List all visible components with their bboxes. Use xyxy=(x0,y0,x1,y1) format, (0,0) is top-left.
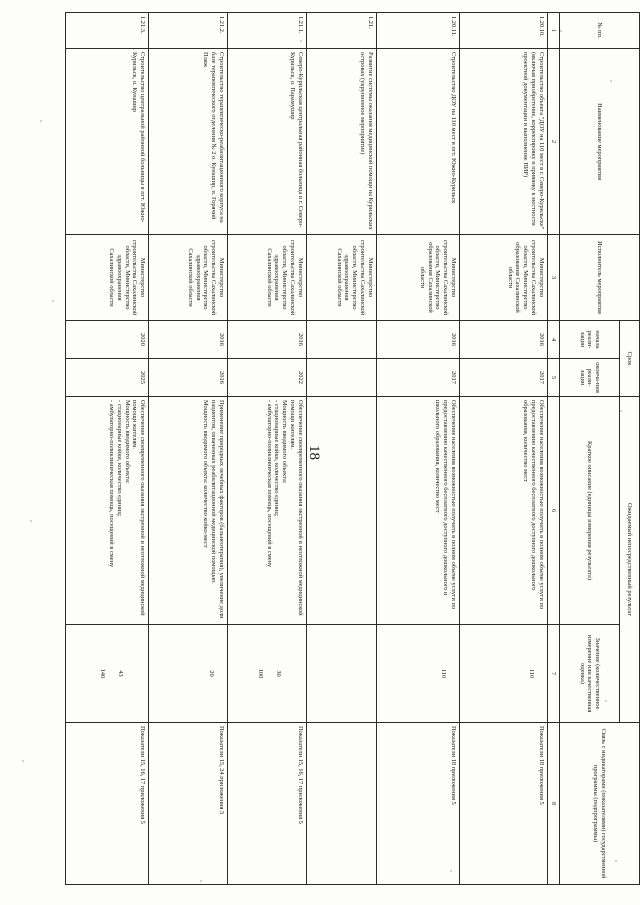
measures-table xyxy=(65,12,640,885)
scan-speck xyxy=(40,120,42,122)
row-executor: Министерство строительства Сахалинской области, Министерство здравоохранения Сахалинской области xyxy=(149,235,228,321)
row-start-year: 2016 xyxy=(149,321,228,359)
table-row xyxy=(66,13,149,885)
column-number: 1 xyxy=(547,13,559,49)
description-line: - амбулаторно-поликлиническая помощь, посещений в смену xyxy=(265,400,273,568)
row-description xyxy=(376,397,459,625)
row-executor: Министерство строительства Сахалинской области, Министерство образования Сахалинской области xyxy=(460,235,548,321)
description-line: - стационарные койки, количество единиц; xyxy=(115,400,123,517)
value-number: 100 xyxy=(257,668,265,679)
row-end-year: 2025 xyxy=(66,359,149,397)
table-row xyxy=(228,13,307,885)
row-executor: Министерство строительства Сахалинской области, Министерство образования Сахалинской области xyxy=(376,235,459,321)
row-indicator-link xyxy=(306,723,376,885)
value-number: 30 xyxy=(274,670,282,677)
row-end-year: 2022 xyxy=(228,359,307,397)
row-start-year: 2016 xyxy=(228,321,307,359)
row-indicator-link: Показатели 15, 24 приложения 5 xyxy=(149,723,228,885)
scan-speck xyxy=(620,410,622,412)
table-row xyxy=(306,13,376,885)
column-number: 4 xyxy=(547,321,559,359)
row-number: 1.21.1. xyxy=(228,13,307,49)
column-number: 5 xyxy=(547,359,559,397)
description-line: Обеспечение своевременного оказания экстренной и неотложной медицинской помощи жителям. xyxy=(289,400,304,616)
description-line: Мощность вводимого объекта: xyxy=(123,400,131,484)
scan-speck xyxy=(200,880,202,882)
row-start-year: 2016 xyxy=(376,321,459,359)
header-num: № пп. xyxy=(560,13,640,49)
value-number: 140 xyxy=(99,668,107,679)
column-number: 8 xyxy=(547,723,559,885)
header-value: Значение (количественное измерение или качественная оценка) xyxy=(560,625,620,723)
scan-speck xyxy=(450,870,452,872)
row-name: Строительство терапевтическо-реабилитационного корпуса на базе терапевтического отделения № 2 о. Кунашир, п. Горячий Пляж xyxy=(149,49,228,235)
row-name: Строительство центральной районной больницы в пгт. Южно-Курильск, о. Кунашир xyxy=(66,49,149,235)
header-end: оконча-ния реали-зации xyxy=(560,359,620,397)
value-number: 43 xyxy=(117,670,125,677)
row-number: 1.21.3. xyxy=(66,13,149,49)
column-number: 2 xyxy=(547,49,559,235)
header-link: Связь с индикаторами (показателями) государственной программы (подпрограммы) xyxy=(560,723,640,885)
description-line: Применение природных лечебных факторов (бальнеотерапия), увеличение доли пациентов, охваченных реабилитационной медицинской помощью. xyxy=(210,400,226,619)
row-description xyxy=(66,397,149,625)
description-line: Мощность вводимого объекта: xyxy=(281,400,289,484)
row-start-year: 2020 xyxy=(66,321,149,359)
row-end-year xyxy=(306,359,376,397)
row-executor: Министерство строительства Сахалинской области, Министерство здравоохранения Сахалинской области xyxy=(228,235,307,321)
description-line: Обеспечение населения возможностью получить в полном объеме услуги по предоставлению качественного бесплатного доступного дошкольного и школьного образования, количество мест xyxy=(434,400,458,610)
row-indicator-link: Показатели 18 приложения 5 xyxy=(376,723,459,885)
row-start-year xyxy=(306,321,376,359)
row-number: 1.20.10. xyxy=(460,13,548,49)
row-indicator-link: Показатели 18 приложения 5 xyxy=(460,723,548,885)
row-value xyxy=(460,625,548,723)
scan-speck xyxy=(605,700,607,702)
row-executor: Министерство строительства Сахалинской области, Министерство здравоохранения Сахалинской области xyxy=(306,235,376,321)
header-term: Срок xyxy=(620,321,640,397)
row-indicator-link: Показатели 15, 16, 17 приложения 5 xyxy=(66,723,149,885)
header-name: Наименование мероприятия xyxy=(560,49,640,235)
row-value xyxy=(376,625,459,723)
row-name: Строительство ДОУ на 110 мест в пгт. Южно-Курильск xyxy=(376,49,459,235)
scan-speck xyxy=(610,80,612,82)
row-description xyxy=(149,397,228,625)
description-line: Обеспечение населения возможностью получить в полном объеме услуги по предоставлению качественного бесплатного доступного дошкольного образования, количество мест xyxy=(522,400,545,610)
row-description xyxy=(306,397,376,625)
row-value xyxy=(306,625,376,723)
row-value xyxy=(149,625,228,723)
rotated-table-frame xyxy=(65,12,640,884)
row-number: 1.21. xyxy=(306,13,376,49)
row-end-year: 2016 xyxy=(149,359,228,397)
scan-speck xyxy=(22,760,24,762)
page-number: 18 xyxy=(306,445,322,460)
row-indicator-link: Показатели 15, 16, 17 приложения 5 xyxy=(228,723,307,885)
header-start: начала реали-зации xyxy=(560,321,620,359)
scan-speck xyxy=(615,860,617,862)
column-number: 3 xyxy=(547,235,559,321)
column-number: 7 xyxy=(547,625,559,723)
description-line: - стационарные койки, количество единиц; xyxy=(273,400,281,517)
value-number: 20 xyxy=(208,670,216,677)
row-end-year: 2017 xyxy=(376,359,459,397)
scan-speck xyxy=(30,520,32,522)
header-expected: Ожидаемый непосредственный результат xyxy=(620,397,640,723)
description-line: Обеспечение своевременного оказания экстренной и неотложной медицинской помощи жителям. xyxy=(131,400,147,616)
header-description: Краткое описание (единицы измерения результата) xyxy=(560,397,620,625)
row-start-year: 2016 xyxy=(460,321,548,359)
description-line: - амбулаторно-поликлиническая помощь, посещений в смену xyxy=(108,400,116,568)
scan-speck xyxy=(300,40,302,42)
table-row xyxy=(149,13,228,885)
description-line: Мощность вводимого объекта: количество койко-мест xyxy=(202,400,210,548)
scan-speck xyxy=(52,300,54,302)
row-number: 1.21.2. xyxy=(149,13,228,49)
row-description xyxy=(228,397,307,625)
row-description xyxy=(460,397,548,625)
row-executor: Министерство строительства Сахалинской области, Министерство здравоохранения Сахалинской области xyxy=(66,235,149,321)
row-end-year: 2017 xyxy=(460,359,548,397)
header-row-1 xyxy=(620,13,640,885)
row-value xyxy=(228,625,307,723)
column-number-row xyxy=(547,13,559,885)
column-number: 6 xyxy=(547,397,559,625)
header-executor: Исполнитель мероприятия xyxy=(560,235,640,321)
row-name: Строительство объекта "ДОУ на 110 мест в г. Северо-Курильске" (включая приобретение, корректировку и привязку к местности проектной документации и выполнение ПИР) xyxy=(460,49,548,235)
value-number: 110 xyxy=(440,668,448,679)
scan-speck xyxy=(560,30,562,32)
row-value xyxy=(66,625,149,723)
table-row xyxy=(376,13,459,885)
row-number: 1.20.11. xyxy=(376,13,459,49)
row-name: Развитие системы оказания медицинской помощи на Курильских островах (укрупненное мероприятие) xyxy=(306,49,376,235)
table-row xyxy=(460,13,548,885)
value-number: 110 xyxy=(527,668,535,679)
row-name: Северо-Курильская центральная районная больница в г. Северо-Курильск, о. Парамушир xyxy=(228,49,307,235)
